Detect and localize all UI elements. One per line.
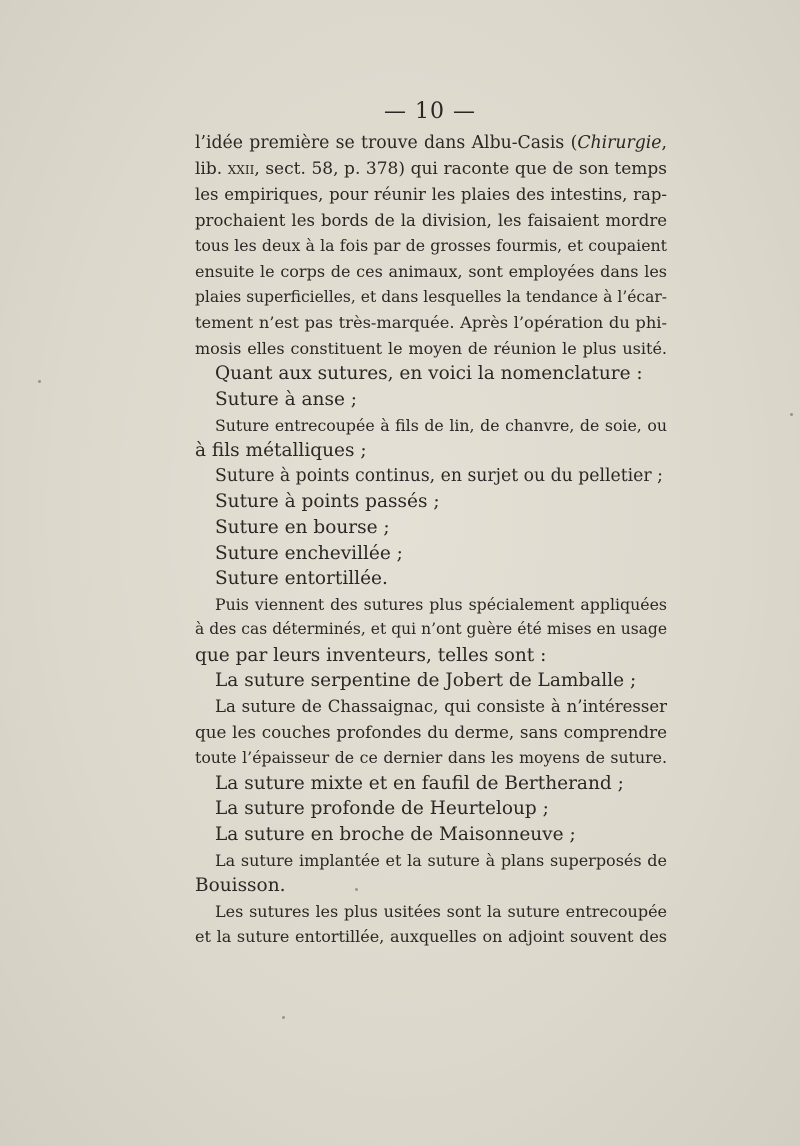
text-line — [195, 899, 667, 925]
text-line — [195, 387, 667, 413]
text-line — [195, 208, 667, 234]
text-segment: , sect. 58, p. 378) qui raconte que de son temps — [254, 158, 667, 179]
text-line — [195, 515, 667, 541]
text-segment: La suture en broche de Maisonneuve ; — [215, 824, 576, 846]
text-segment: Suture à points passés ; — [215, 491, 440, 513]
text-line — [195, 617, 667, 643]
body-text — [195, 131, 667, 950]
text-line — [195, 157, 667, 183]
text-line — [195, 489, 667, 515]
text-line — [195, 745, 667, 771]
text-line — [195, 361, 667, 387]
text-segment: Puis viennent des sutures plus spécialement appliquées — [215, 594, 667, 614]
text-line — [195, 796, 667, 822]
text-segment: prochaient les bords de la division, les faisaient mordre — [195, 210, 667, 230]
text-line — [195, 413, 667, 439]
paper-speck — [282, 1016, 285, 1019]
text-segment: Les sutures les plus usitées sont la suture entrecoupée — [215, 901, 667, 921]
text-line — [195, 182, 667, 208]
text-line — [195, 848, 667, 874]
paper-speck — [355, 888, 358, 891]
text-line — [195, 336, 667, 362]
text-segment: Suture entortillée. — [215, 568, 388, 590]
text-segment: Suture entrecoupée à fils de lin, de chanvre, de soie, ou — [215, 415, 667, 435]
text-line — [195, 822, 667, 848]
text-line — [195, 566, 667, 592]
text-segment: mosis elles constituent le moyen de réunion le plus usité. — [195, 338, 667, 358]
page-number: — 10 — — [384, 99, 476, 124]
text-line — [195, 771, 667, 797]
text-segment: , — [661, 133, 667, 153]
text-line — [195, 310, 667, 336]
text-segment: tous les deux à la fois par de grosses fourmis, et coupaient — [195, 236, 667, 256]
text-segment: La suture serpentine de Jobert de Lamballe ; — [215, 670, 637, 692]
text-line — [195, 873, 667, 899]
paper-speck — [790, 413, 793, 416]
text-segment: que par leurs inventeurs, telles sont : — [195, 644, 547, 666]
text-line — [195, 643, 667, 669]
text-line — [195, 720, 667, 746]
text-segment: que les couches profondes du derme, sans comprendre — [195, 721, 667, 742]
text-segment: La suture de Chassaignac, qui consiste à n’intéresser — [215, 697, 667, 717]
text-line — [195, 131, 667, 157]
text-segment: Suture enchevillée ; — [215, 542, 403, 564]
text-segment: Quant aux sutures, en voici la nomenclature : — [215, 363, 643, 385]
text-segment: La suture implantée et la suture à plans superposés de — [215, 850, 667, 870]
text-segment: à des cas déterminés, et qui n’ont guère été mises en usage — [195, 620, 667, 639]
text-segment: La suture mixte et en faufil de Bertherand ; — [215, 772, 624, 794]
text-line — [195, 285, 667, 311]
text-line — [195, 464, 667, 490]
text-segment: lib. — [195, 158, 228, 179]
italic-text: Chirurgie — [577, 133, 662, 153]
text-line — [195, 438, 667, 464]
text-segment: toute l’épaisseur de ce dernier dans les moyens de suture. — [195, 748, 667, 768]
text-line — [195, 668, 667, 694]
text-segment: ensuite le corps de ces animaux, sont employées dans les — [195, 261, 667, 281]
text-segment: Suture en bourse ; — [215, 516, 390, 538]
text-segment: La suture profonde de Heurteloup ; — [215, 798, 549, 820]
text-line — [195, 592, 667, 618]
text-segment: et la suture entortillée, auxquelles on adjoint souvent des — [195, 927, 667, 947]
text-line — [195, 924, 667, 950]
paper-speck — [38, 380, 41, 383]
text-line — [195, 694, 667, 720]
text-segment: Bouisson. — [195, 875, 286, 897]
text-line — [195, 541, 667, 567]
text-segment: à fils métalliques ; — [195, 440, 367, 462]
text-segment: plaies superficielles, et dans lesquelles la tendance à l’écar- — [195, 287, 667, 306]
text-segment: l’idée première se trouve dans Albu-Casis ( — [195, 133, 578, 153]
text-segment: les empiriques, pour réunir les plaies des intestins, rap- — [195, 185, 667, 205]
text-line — [195, 259, 667, 285]
small-caps-text: xxii — [227, 158, 255, 179]
text-segment: Suture à points continus, en surjet ou du pelletier ; — [215, 465, 663, 486]
text-segment: tement n’est pas très-marquée. Après l’opération du phi- — [195, 313, 667, 333]
text-segment: Suture à anse ; — [215, 388, 358, 410]
text-line — [195, 233, 667, 259]
